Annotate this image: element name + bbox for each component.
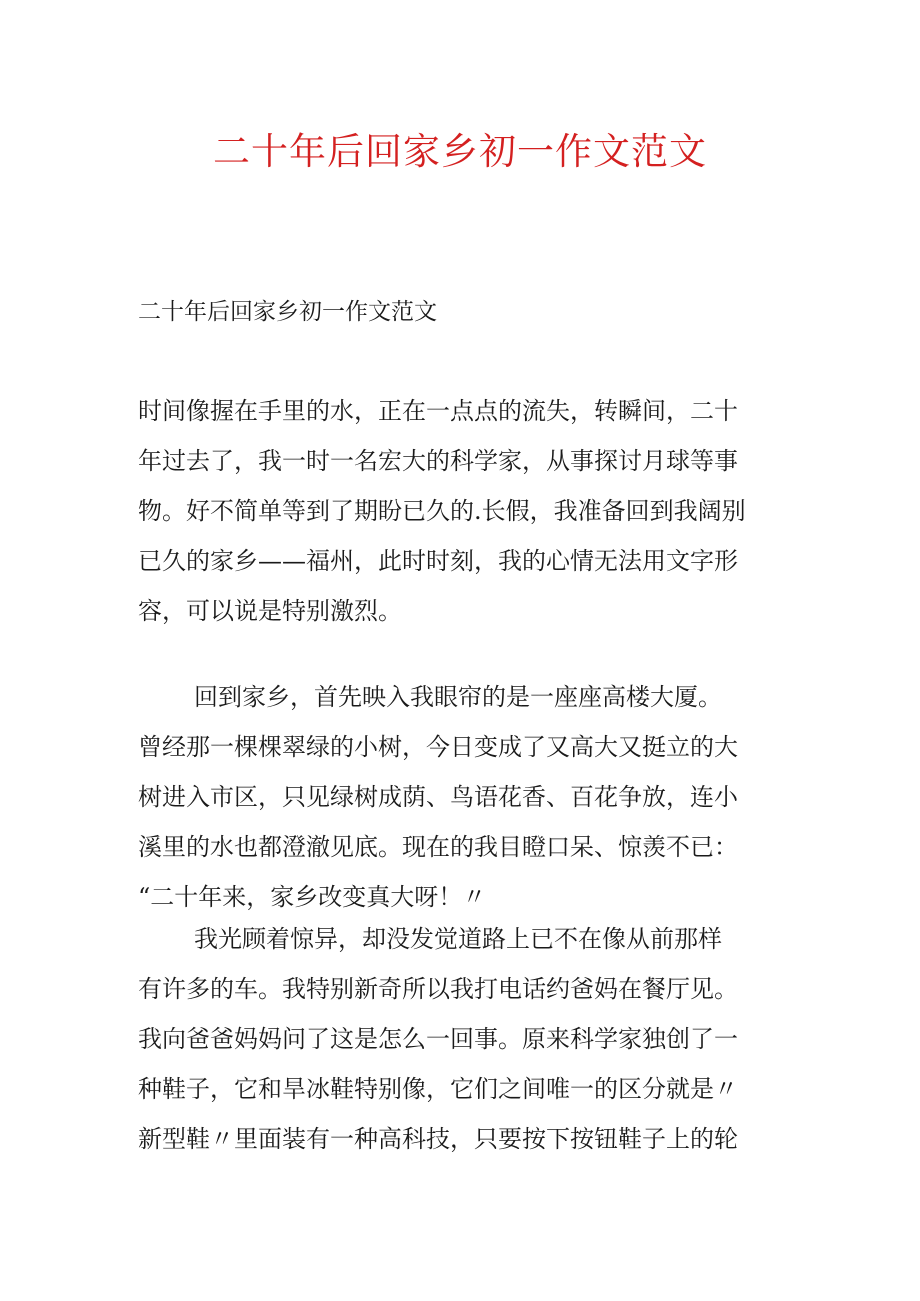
paragraph-2 [138,672,798,922]
paragraph-line: 年过去了，我一时一名宏大的科学家，从事探讨月球等事 [138,447,738,475]
paragraph-line: 有许多的车。我特别新奇所以我打电话约爸妈在餐厅见。 [138,975,738,1003]
document-subtitle: 二十年后回家乡初一作文范文 [138,299,437,325]
paragraph-line: 已久的家乡——福州，此时时刻，我的心情无法用文字形 [138,547,738,575]
document-title: 二十年后回家乡初一作文范文 [213,130,707,173]
paragraph-line: 溪里的水也都澄澈见底。现在的我目瞪口呆、惊羡不已： [138,833,738,861]
paragraph-line: 树进入市区，只见绿树成荫、鸟语花香、百花争放，连小 [138,783,738,811]
paragraph-line: 我向爸爸妈妈问了这是怎么一回事。原来科学家独创了一 [138,1025,738,1053]
paragraph-line: 物。好不简单等到了期盼已久的.长假，我准备回到我阔别 [138,497,746,525]
paragraph-1 [138,386,798,636]
paragraph-line: 容，可以说是特别激烈。 [138,597,402,625]
paragraph-line: 我光顾着惊异，却没发觉道路上已不在像从前那样 [194,925,722,953]
paragraph-line: 时间像握在手里的水，正在一点点的流失，转瞬间，二十 [138,397,738,425]
paragraph-line: 回到家乡，首先映入我眼帘的是一座座高楼大厦。 [194,683,722,711]
paragraph-line: “二十年来，家乡改变真大呀！〃 [138,883,487,911]
paragraph-3 [138,914,798,1164]
paragraph-line: 新型鞋〃里面装有一种高科技，只要按下按钮鞋子上的轮 [138,1125,738,1153]
paragraph-line: 曾经那一棵棵翠绿的小树，今日变成了又高大又挺立的大 [138,733,738,761]
paragraph-line: 种鞋子，它和旱冰鞋特别像，它们之间唯一的区分就是〃 [138,1075,738,1103]
